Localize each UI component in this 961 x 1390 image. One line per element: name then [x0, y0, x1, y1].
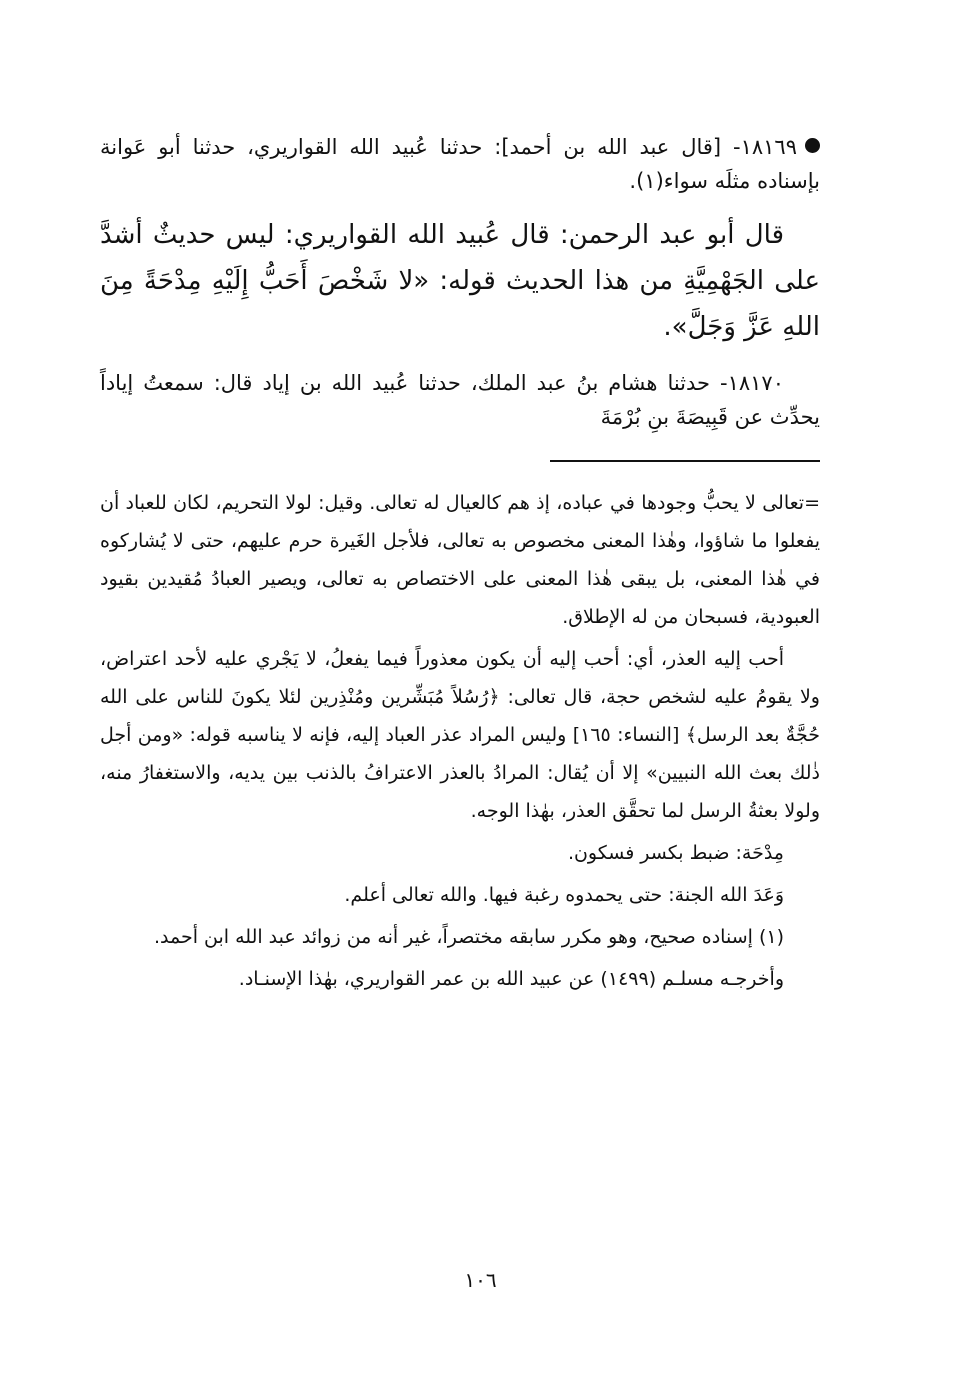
footnote-1-takhrij: وأخرجـه مسلـم (١٤٩٩) عن عبيد الله بن عمر القواريري، بهٰذا الإسنـاد. — [238, 968, 784, 990]
saying-abu-abdulrahman: قال أبو عبد الرحمن: قال عُبيد الله القواريري: ليس حديثٌ أشدَّ على الجَهْمِيَّةِ من هذا الحديث قوله: «لا شَخْصَ أَحَبُّ إِلَيْهِ مِدْحَةً مِنَ اللهِ عَزَّ وَجَلَّ». — [100, 220, 820, 342]
hadith-18169 — [100, 130, 820, 198]
footnote-midha-vocalization: مِدْحَة: ضبط بكسر فسكون. — [567, 842, 784, 864]
hadith-18169-text: ١٨١٦٩- [قال عبد الله بن أحمد]: حدثنا عُبيد الله القواريري، حدثنا أبو عَوانة بإسناده مثلَه سواء(١). — [100, 135, 820, 193]
footnote-continuation: =تعالى لا يحبُّ وجودها في عباده، إذ هم كالعيال له تعالى. وقيل: لولا التحريم، لكان للعباد أن يفعلوا ما شاؤوا، وهٰذا المعنى مخصوص به تعالى، فلأجل الغَيرة حرم عليهم، حتى لا يُشاركوه في هٰذا المعنى، بل يبقى هٰذا المعنى على الاختصاص به تعالى، ويصير العبادُ مُقيدين بقيود العبودية، فسبحان من له الإطلاق. — [100, 492, 820, 628]
footnote-jannah: وَعَدَ الله الجنة: حتى يحمدوه رغبة فيها. والله تعالى أعلم. — [344, 884, 784, 906]
hadith-18170: ١٨١٧٠- حدثنا هشام بنُ عبد الملك، حدثنا عُبيد الله بن إياد قال: سمعتُ إياداً يحدِّث عن قَبِيصَةَ بنِ بُرْمَةَ — [100, 371, 820, 429]
bullet-icon — [805, 138, 820, 153]
page-body — [100, 130, 820, 1002]
page-number: ١٠٦ — [464, 1268, 497, 1292]
footnote-1-isnad: (١) إسناده صحيح، وهو مكرر سابقه مختصراً، غير أنه من زوائد عبد الله ابن أحمد. — [153, 926, 784, 948]
footnote-udhr-explanation: أحب إليه العذر، أي: أحب إليه أن يكون معذوراً فيما يفعلُ، لا يَجْري عليه لأحد اعتراض، ولا يقومُ عليه لشخص حجة، قال تعالى: ﴿رُسُلاً مُبَشِّرين ومُنْذِرين لئلا يكونَ للناس على الله حُجَّةٌ بعد الرسل﴾ [النساء: ١٦٥] وليس المراد عذر العباد إليه، فإنه لا يناسبه قوله: «ومن أجل ذٰلك بعث الله النبيين» إلا أن يُقال: المرادُ بالعذر الاعترافُ بالذنب بين يديه، والاستغفارُ منه، ولولا بعثةُ الرسل لما تحقَّق العذر، بهٰذا الوجه. — [100, 648, 820, 822]
footnote-divider — [550, 460, 820, 462]
